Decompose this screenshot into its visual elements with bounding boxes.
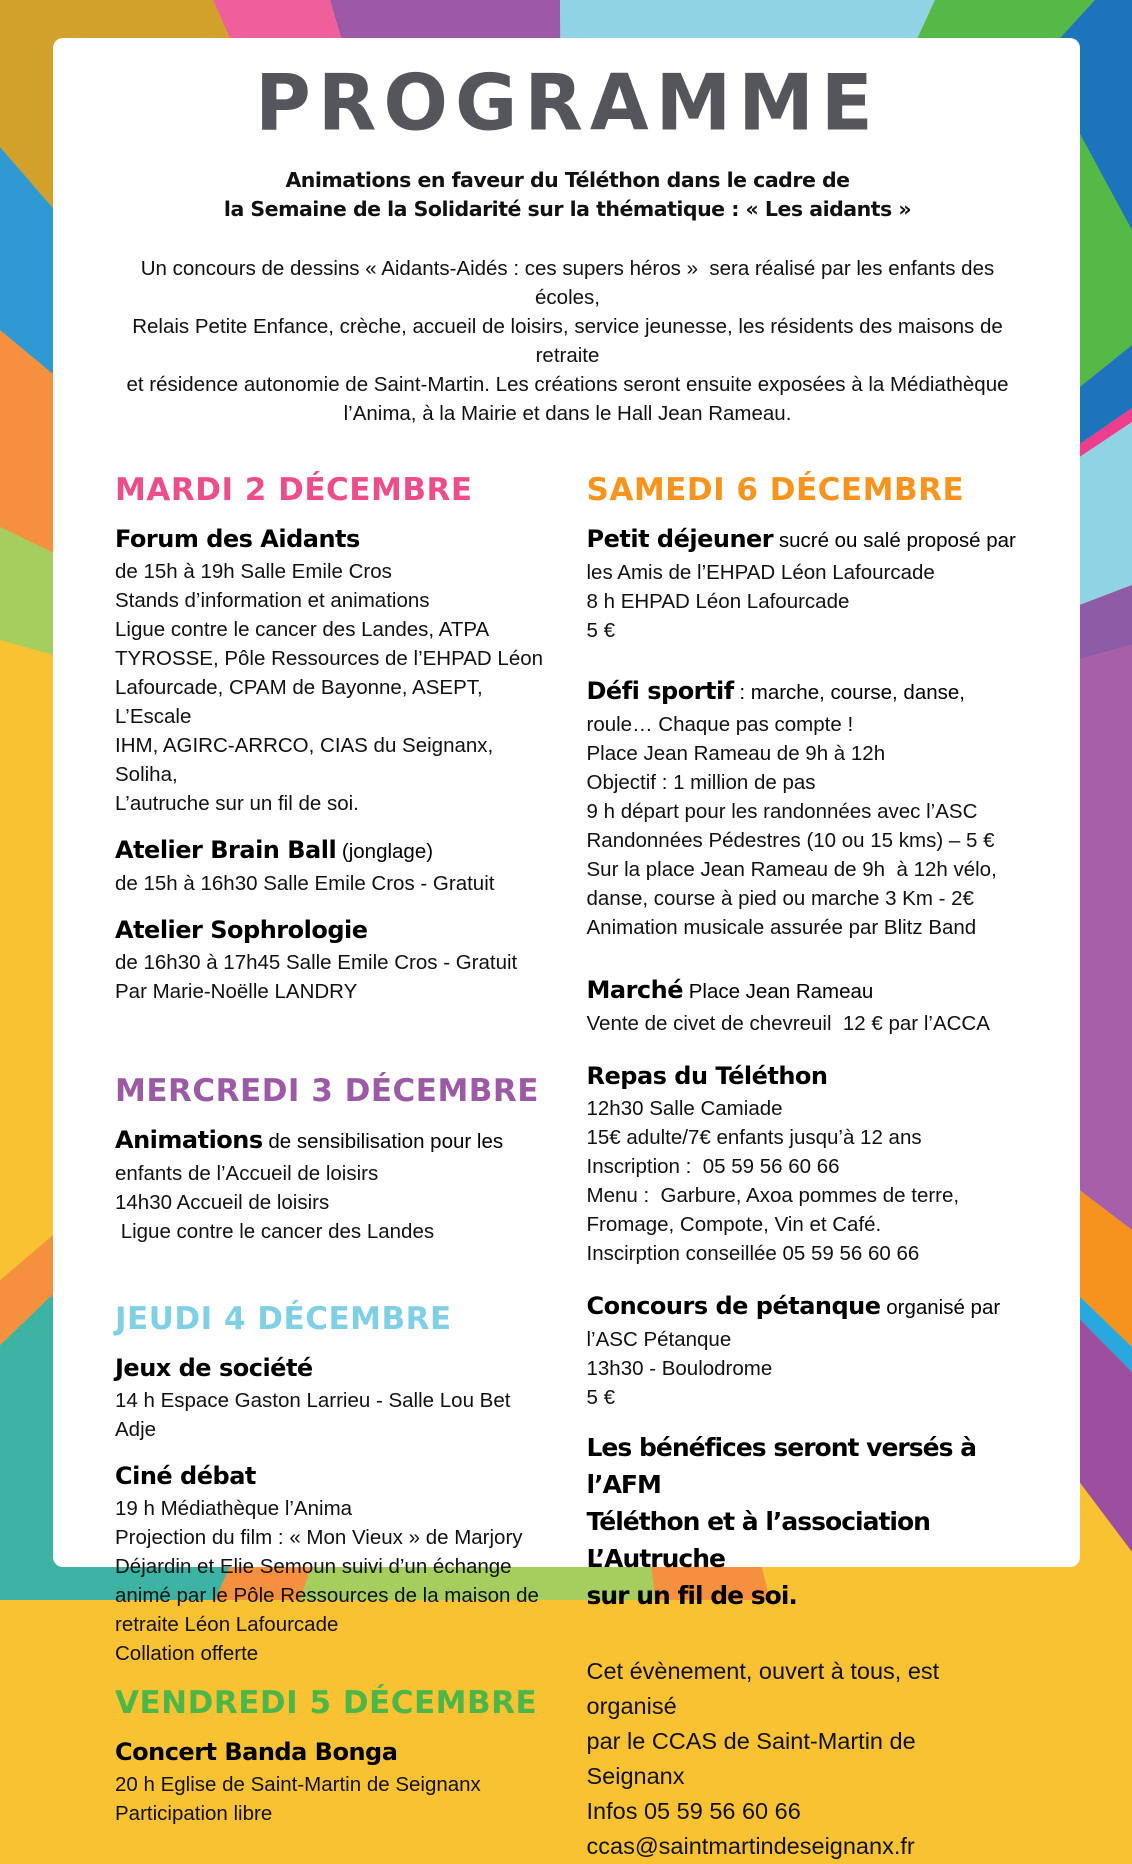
text-line: Téléthon et à l’association L’Autruche (586, 1507, 938, 1573)
text-line: ccas@saintmartindeseignanx.fr (586, 1833, 915, 1859)
spacer (115, 1263, 549, 1291)
text-line: Lafourcade, CPAM de Bayonne, ASEPT, L’Escale (115, 676, 489, 728)
event (115, 1461, 549, 1668)
event (587, 524, 1021, 645)
text-line: Relais Petite Enfance, crèche, accueil de loisirs, service jeunesse, les résidents des maisons de retraite (132, 315, 1009, 367)
event-heading (587, 676, 1021, 708)
text-line: Inscirption conseillée 05 59 56 60 66 (586, 1242, 920, 1265)
event-title: Concours de pétanque (586, 1292, 881, 1320)
text-line: enfants de l’Accueil de loisirs (115, 1162, 379, 1185)
text-line: 19 h Médiathèque l’Anima (115, 1497, 353, 1520)
subtitle (115, 166, 1020, 224)
event-heading (115, 1461, 549, 1492)
text-line: l’Anima, à la Mairie et dans le Hall Jean Rameau. (343, 402, 792, 425)
text-line: TYROSSE, Pôle Ressources de l’EHPAD Léon (115, 647, 544, 670)
event-heading (115, 1737, 549, 1768)
event-heading (587, 975, 1021, 1007)
text-line: Collation offerte (115, 1642, 259, 1665)
text-line: 9 h départ pour les randonnées avec l’ASC (586, 800, 978, 823)
text-line: retraite Léon Lafourcade (115, 1613, 339, 1636)
text-line: 20 h Eglise de Saint-Martin de Seignanx (115, 1773, 481, 1796)
text-line: la Semaine de la Solidarité sur la thématique : « Les aidants » (223, 197, 912, 221)
text-line: Participation libre (115, 1802, 273, 1825)
column-right (587, 462, 1021, 1864)
event-suffix-text: organisé par (880, 1296, 1001, 1319)
text-line: les Amis de l’EHPAD Léon Lafourcade (586, 561, 935, 584)
text-line: IHM, AGIRC-ARRCO, CIAS du Seignanx, Soliha, (115, 734, 499, 786)
event-suffix-text: (jonglage) (336, 840, 434, 863)
event-suffix-text: Place Jean Rameau (683, 980, 874, 1003)
event-title: Marché (586, 976, 684, 1004)
event-title: Forum des Aidants (115, 525, 360, 553)
text-line: Les bénéfices seront versés à l’AFM (586, 1433, 984, 1499)
text-line: et résidence autonomie de Saint-Martin. Les créations seront ensuite exposées à la Médiathèque (126, 373, 1009, 396)
text-line: Objectif : 1 million de pas (586, 771, 816, 794)
text-line: danse, course à pied ou marche 3 Km - 2€ (586, 887, 974, 910)
text-line: Ligue contre le cancer des Landes (115, 1220, 435, 1243)
text-line: Stands d’information et animations (115, 589, 430, 612)
event-heading (587, 524, 1021, 556)
event-title: Concert Banda Bonga (115, 1738, 398, 1766)
event-title: Ciné débat (115, 1462, 256, 1490)
event (587, 1061, 1021, 1268)
event (115, 835, 549, 898)
text-line: 13h30 - Boulodrome (586, 1357, 773, 1380)
text-line: Vente de civet de chevreuil 12 € par l’ACCA (586, 1012, 990, 1035)
text-line: 12h30 Salle Camiade (586, 1097, 783, 1120)
event-heading (115, 1125, 549, 1157)
text-line: 14h30 Accueil de loisirs (115, 1191, 330, 1214)
event-heading (115, 524, 549, 555)
event (587, 676, 1021, 942)
text-line: Déjardin et Elie Semoun suivi d’un échange (115, 1555, 512, 1578)
content-panel (53, 38, 1080, 1859)
event (115, 1125, 549, 1246)
text-line: par le CCAS de Saint-Martin de Seignanx (586, 1728, 923, 1789)
day-header: MARDI 2 DÉCEMBRE (115, 472, 473, 508)
page-title: PROGRAMME (255, 57, 880, 148)
text-line: L’autruche sur un fil de soi. (115, 792, 359, 815)
text-line: Sur la place Jean Rameau de 9h à 12h vélo, (586, 858, 997, 881)
text-line: Infos 05 59 56 60 66 (586, 1798, 801, 1824)
event-title: Repas du Téléthon (586, 1062, 828, 1090)
day-header: MERCREDI 3 DÉCEMBRE (115, 1073, 539, 1109)
event (587, 975, 1021, 1038)
event-title: Atelier Brain Ball (115, 836, 337, 864)
column-left (115, 462, 549, 1864)
event-heading (587, 1291, 1021, 1323)
intro-paragraph (115, 254, 1020, 428)
event-heading (587, 1061, 1021, 1092)
text-line: roule… Chaque pas compte ! (586, 713, 854, 736)
text-line: Randonnées Pédestres (10 ou 15 kms) – 5 € (586, 829, 995, 852)
spacer (115, 1023, 549, 1063)
event (115, 915, 549, 1006)
event (115, 524, 549, 818)
text-line: animé par le Pôle Ressources de la maison de (115, 1584, 539, 1607)
text-line: 14 h Espace Gaston Larrieu - Salle Lou Bet Adje (115, 1389, 516, 1441)
event-heading (115, 1353, 549, 1384)
text-line: Fromage, Compote, Vin et Café. (586, 1213, 882, 1236)
text-line: Un concours de dessins « Aidants-Aidés : ces supers héros » sera réalisé par les enfants des écoles, (140, 257, 1000, 309)
text-line: 5 € (586, 619, 615, 642)
event-suffix-text: de sensibilisation pour les (262, 1130, 504, 1153)
day-header: SAMEDI 6 DÉCEMBRE (586, 472, 965, 508)
text-line: Inscription : 05 59 56 60 66 (586, 1155, 840, 1178)
text-line: 5 € (586, 1386, 615, 1409)
event-suffix-text: sucré ou salé proposé par (773, 529, 1016, 552)
text-line: Menu : Garbure, Axoa pommes de terre, (586, 1184, 960, 1207)
text-line: de 15h à 19h Salle Emile Cros (115, 560, 392, 583)
text-line: Ligue contre le cancer des Landes, ATPA (115, 618, 490, 641)
text-line: Par Marie-Noëlle LANDRY (115, 980, 358, 1003)
text-line: Place Jean Rameau de 9h à 12h (586, 742, 886, 765)
day-header: VENDREDI 5 DÉCEMBRE (115, 1685, 538, 1721)
program-columns (115, 462, 1020, 1864)
event-heading (115, 835, 549, 867)
day-header: JEUDI 4 DÉCEMBRE (115, 1301, 452, 1337)
text-line: l’ASC Pétanque (586, 1328, 732, 1351)
text-line: 15€ adulte/7€ enfants jusqu’à 12 ans (586, 1126, 922, 1149)
text-line: Animations en faveur du Téléthon dans le cadre de (285, 168, 850, 192)
event (115, 1353, 549, 1444)
event-heading (115, 915, 549, 946)
text-line: de 15h à 16h30 Salle Emile Cros - Gratuit (115, 872, 495, 895)
event-title: Jeux de société (115, 1354, 313, 1382)
event (587, 1291, 1021, 1412)
event-title: Petit déjeuner (586, 525, 774, 553)
event-title: Défi sportif (586, 677, 734, 705)
text-line: Projection du film : « Mon Vieux » de Marjory (115, 1526, 523, 1549)
beneficiaries-note (587, 1429, 1021, 1614)
text-line: de 16h30 à 17h45 Salle Emile Cros - Gratuit (115, 951, 518, 974)
event-suffix-text: : marche, course, danse, (733, 681, 965, 704)
spacer (587, 959, 1021, 975)
event-title: Animations (115, 1126, 263, 1154)
organizer-paragraph (587, 1654, 1021, 1864)
text-line: Cet évènement, ouvert à tous, est organisé (586, 1658, 946, 1719)
event (115, 1737, 549, 1828)
event-title: Atelier Sophrologie (115, 916, 368, 944)
spacer (587, 662, 1021, 676)
text-line: Animation musicale assurée par Blitz Band (586, 916, 977, 939)
text-line: 8 h EHPAD Léon Lafourcade (586, 590, 850, 613)
text-line: sur un fil de soi. (586, 1581, 797, 1610)
